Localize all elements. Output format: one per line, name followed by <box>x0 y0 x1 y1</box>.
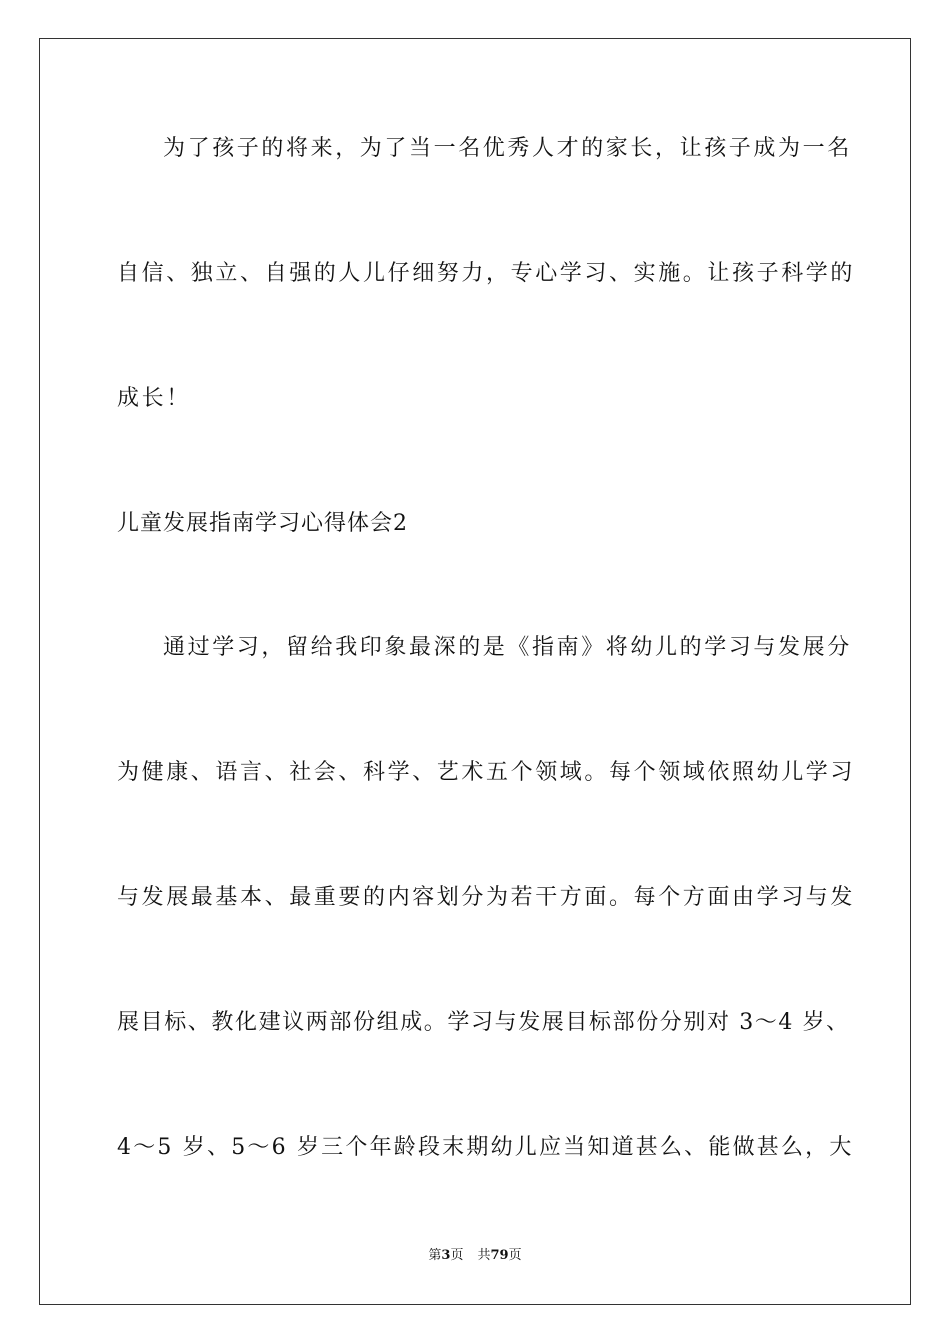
paragraph-1-line-3: 成长！ <box>117 386 191 411</box>
footer-page-prefix: 第 <box>428 1248 442 1263</box>
paragraph-2-line-2: 为健康、语言、社会、科学、艺术五个领域。每个领域依照幼儿学习 <box>117 760 856 785</box>
footer-page-number: 3 <box>441 1248 451 1263</box>
page-border <box>39 38 911 1305</box>
paragraph-2-line-3: 与发展最基本、最重要的内容划分为若干方面。每个方面由学习与发 <box>117 885 856 910</box>
section-heading: 儿童发展指南学习心得体会2 <box>117 511 408 536</box>
paragraph-2-line-4: 展目标、教化建议两部份组成。学习与发展目标部份分别对 3～4 岁、 <box>117 1010 850 1035</box>
footer-page-suffix: 页 <box>450 1248 464 1263</box>
paragraph-1-line-1: 为了孩子的将来，为了当一名优秀人才的家长，让孩子成为一名 <box>163 136 852 161</box>
paragraph-2-line-1: 通过学习，留给我印象最深的是《指南》将幼儿的学习与发展分 <box>163 635 852 660</box>
footer-total-prefix: 共 <box>477 1248 491 1263</box>
footer-total-pages: 79 <box>490 1248 509 1263</box>
paragraph-2-line-5: 4～5 岁、5～6 岁三个年龄段末期幼儿应当知道甚么、能做甚么，大 <box>117 1135 854 1160</box>
page-footer <box>0 1247 950 1265</box>
paragraph-1-line-2: 自信、独立、自强的人儿仔细努力，专心学习、实施。让孩子科学的 <box>117 261 856 286</box>
footer-total-suffix: 页 <box>508 1248 522 1263</box>
